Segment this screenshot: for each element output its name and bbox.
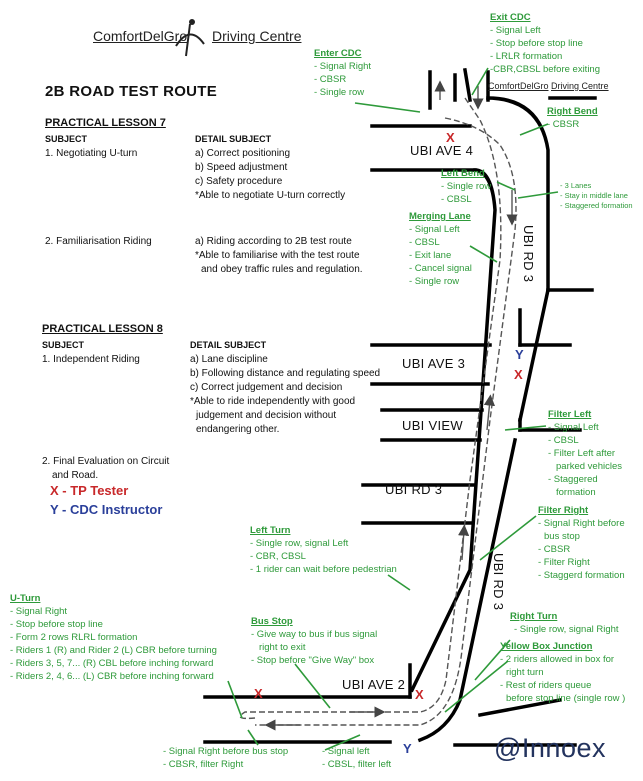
note-right-turn: Right Turn - Single row, signal Right (510, 611, 619, 635)
page-title: 2B ROAD TEST ROUTE (45, 83, 218, 100)
lesson7-detail-head: DETAIL SUBJECT (195, 134, 272, 144)
lesson7-item2-subject: 2. Familiarisation Riding (45, 236, 152, 247)
note-filter-right: Filter Right - Signal Right before bus stop - CBSR - Filter Right - Staggerd formation (538, 505, 625, 581)
logo-brand: ComfortDelGro (93, 28, 188, 44)
watermark: @Innoex (494, 733, 606, 763)
note-filter-left: Filter Left - Signal Left - CBSL - Filter Left after parked vehicles - Staggered formation (548, 409, 623, 498)
road-ubi-ave4: UBI AVE 4 (410, 143, 474, 158)
note-u-turn: U-Turn - Signal Right - Stop before stop line - Form 2 rows RLRL formation - Riders 1 (R) and Rider 2 (L) CBR before turning - Riders 3, 5, 7... (R) CBL before inching forward - Riders 2, 4, 6... (L) CBR before inching forward (10, 593, 217, 682)
map-logo: ComfortDelGro Driving Centre (488, 81, 609, 91)
note-left-turn: Left Turn - Single row, signal Left - CBR, CBSL - 1 rider can wait before pedestrian (250, 525, 397, 575)
lesson7-item1-details: a) Correct positioning b) Speed adjustment c) Safety procedure *Able to negotiate U-turn correctly (195, 148, 346, 201)
lesson8-item1-details: a) Lane discipline b) Following distance and regulating speed c) Correct judgement and decision *Able to ride independently with good judgement and decision without endangering other. (190, 354, 381, 435)
road-ubi-rd3-low: UBI RD 3 (491, 553, 506, 611)
road-ubi-rd3-mid: UBI RD 3 (385, 482, 443, 497)
note-lanes: - 3 Lanes - Stay in middle lane - Staggered formation (560, 181, 633, 210)
logo-figure-icon (172, 16, 208, 62)
logo-suffix: Driving Centre (212, 28, 302, 44)
note-bus-stop: Bus Stop - Give way to bus if bus signal right to exit - Stop before "Give Way" box (251, 616, 378, 666)
lesson7-heading: PRACTICAL LESSON 7 (45, 117, 166, 129)
note-enter-cdc: Enter CDC - Signal Right - CBSR - Single row (314, 48, 372, 98)
lesson8-subject-head: SUBJECT (42, 340, 85, 350)
tester-marker-1: X (446, 130, 455, 145)
legend-instructor: Y - CDC Instructor (50, 502, 163, 517)
road-ubi-ave2: UBI AVE 2 (342, 677, 406, 692)
instructor-marker-2: Y (403, 741, 412, 756)
road-ubi-rd3-top: UBI RD 3 (521, 225, 536, 283)
tester-marker-3: X (254, 686, 263, 701)
instructor-marker-1: Y (515, 347, 524, 362)
lesson7-item2-details: a) Riding according to 2B test route *Able to familiarise with the test route and obey traffic rules and regulation. (195, 236, 363, 275)
lesson8-item2-subject: 2. Final Evaluation on Circuit and Road. (42, 456, 170, 481)
note-merging-lane: Merging Lane - Signal Left - CBSL - Exit lane - Cancel signal - Single row (409, 211, 472, 287)
lesson8-item1-subject: 1. Independent Riding (42, 354, 140, 365)
note-bottom-left: - Signal Right before bus stop - CBSR, filter Right (163, 746, 289, 770)
note-bottom-right: - Signal left - CBSL, filter left (322, 746, 392, 770)
note-right-bend: Right Bend - CBSR (547, 106, 598, 130)
lesson8-detail-head: DETAIL SUBJECT (190, 340, 267, 350)
legend-tester: X - TP Tester (50, 483, 129, 498)
note-yellow-box: Yellow Box Junction - 2 riders allowed in box for right turn - Rest of riders queue before stop line (single row ) (500, 641, 626, 704)
lesson8-heading: PRACTICAL LESSON 8 (42, 323, 163, 335)
road-ubi-view: UBI VIEW (402, 418, 463, 433)
lesson7-subject-head: SUBJECT (45, 134, 88, 144)
note-left-bend: Left Bend - Single row - CBSL (441, 168, 492, 205)
note-exit-cdc: Exit CDC - Signal Left - Stop before stop line - LRLR formation -CBR,CBSL before exiting (490, 12, 601, 75)
lesson7-item1-subject: 1. Negotiating U-turn (45, 148, 138, 159)
road-ubi-ave3: UBI AVE 3 (402, 356, 466, 371)
tester-marker-4: X (415, 687, 424, 702)
tester-marker-2: X (514, 367, 523, 382)
